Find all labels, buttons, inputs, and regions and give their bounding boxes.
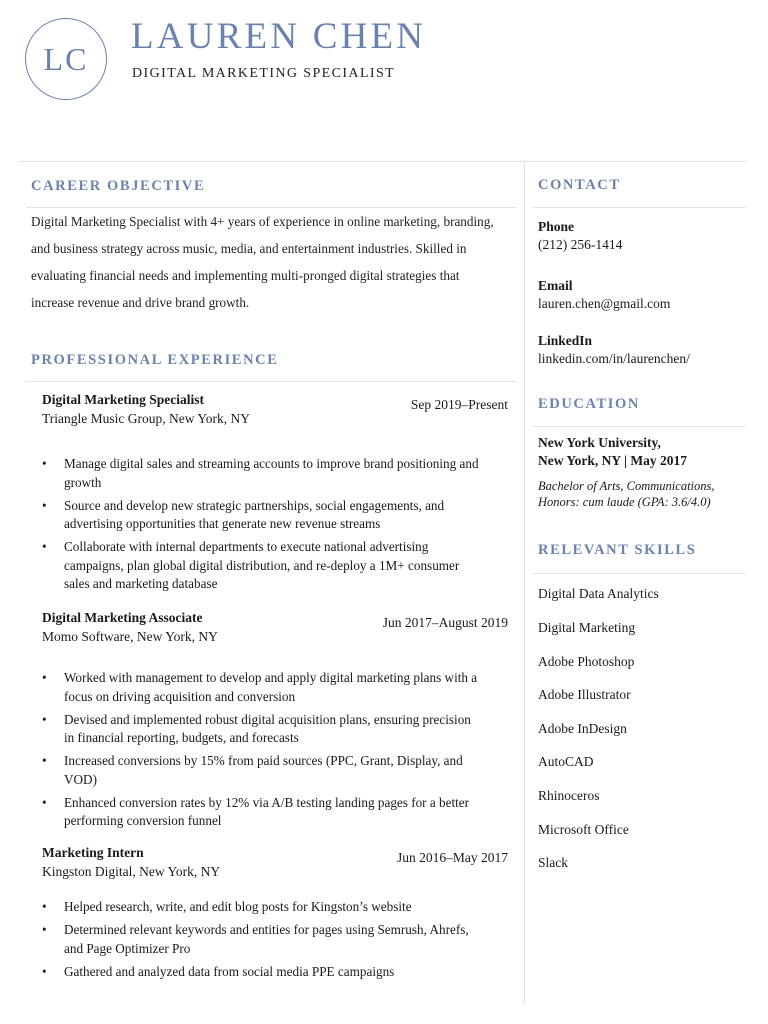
bullet-dot: •	[42, 497, 47, 513]
bullet-text: Gathered and analyzed data from social media PPE campaigns	[64, 963, 395, 979]
linkedin-value[interactable]: linkedin.com/in/laurenchen/	[538, 351, 690, 366]
bullet-text: Determined relevant keywords and entities for pages using Semrush, Ahrefs, and Page Optimizer Pro	[64, 922, 469, 956]
objective-heading: CAREER OBJECTIVE	[31, 178, 206, 194]
bullet-item	[42, 752, 484, 789]
experience-heading: PROFESSIONAL EXPERIENCE	[31, 352, 279, 368]
bullet-item	[42, 497, 484, 534]
skill-item: Microsoft Office	[538, 822, 629, 837]
bullet-dot: •	[42, 670, 47, 685]
bullet-dot: •	[42, 456, 47, 471]
phone-value: (212) 256-1414	[538, 237, 623, 252]
bullet-dot: •	[42, 539, 47, 554]
job-bullets	[42, 898, 484, 986]
bullet-dot: •	[42, 963, 47, 979]
bullet-text: Worked with management to develop and apply digital marketing plans with a focus on driving acquisition and conversion	[64, 670, 478, 704]
skill-item: Adobe InDesign	[538, 721, 627, 736]
job-title: Marketing Intern	[42, 845, 144, 860]
skill-item: Digital Data Analytics	[538, 586, 659, 601]
job-company: Kingston Digital, New York, NY	[42, 864, 221, 879]
bullet-dot: •	[42, 711, 47, 727]
candidate-name: LAUREN CHEN	[131, 16, 427, 57]
objective-text: Digital Marketing Specialist with 4+ years of experience in online marketing, branding, and business strategy across music, media, and entertainment industries. Skilled in evaluating financial needs and implementing multi-pronged digital strategies that increase revenue and drive brand growth.	[31, 214, 494, 310]
email-label: Email	[538, 278, 573, 293]
bullet-item	[42, 794, 484, 831]
experience-rule	[26, 381, 516, 382]
bullet-item	[42, 455, 484, 492]
skills-rule	[533, 573, 746, 574]
bullet-dot: •	[42, 899, 47, 914]
education-detail: Bachelor of Arts, Communications, Honors: cum laude (GPA: 3.6/4.0)	[538, 479, 715, 509]
contact-heading: CONTACT	[538, 177, 621, 193]
bullet-item	[42, 711, 484, 748]
candidate-title: DIGITAL MARKETING SPECIALIST	[132, 66, 396, 81]
bullet-item	[42, 898, 484, 917]
bullet-text: Devised and implemented robust digital acquisition plans, ensuring precision in financial reporting, budgets, and forecasts	[64, 711, 471, 745]
skills-heading: RELEVANT SKILLS	[538, 542, 697, 558]
job-company: Triangle Music Group, New York, NY	[42, 411, 251, 426]
bullet-text: Collaborate with internal departments to execute national advertising campaigns, plan global digital distribution, and re-deploy a 1M+ consumer sales and marketing database	[64, 539, 460, 591]
job-entry	[42, 844, 508, 881]
job-entry	[42, 391, 508, 428]
skill-item: Adobe Photoshop	[538, 654, 635, 669]
contact-rule	[533, 207, 746, 208]
bullet-text: Helped research, write, and edit blog posts for Kingston’s website	[64, 899, 412, 914]
bullet-item	[42, 669, 484, 706]
skill-item: Rhinoceros	[538, 788, 600, 803]
bullet-dot: •	[42, 922, 47, 937]
bullet-text: Source and develop new strategic partnerships, social engagements, and advertising opportunities that generate new revenue streams	[64, 497, 445, 531]
phone-label: Phone	[538, 219, 575, 234]
bullet-text: Enhanced conversion rates by 12% via A/B testing landing pages for a better performing conversion funnel	[64, 794, 470, 828]
column-divider	[524, 161, 525, 1004]
job-dates: Jun 2016–May 2017	[397, 850, 508, 865]
job-company: Momo Software, New York, NY	[42, 629, 218, 644]
education-school	[538, 434, 738, 470]
bullet-text: Increased conversions by 15% from paid sources (PPC, Grant, Display, and VOD)	[64, 753, 463, 787]
education-heading: EDUCATION	[538, 396, 640, 412]
linkedin-label: LinkedIn	[538, 333, 593, 348]
email-value[interactable]: lauren.chen@gmail.com	[538, 296, 671, 311]
education-rule	[533, 426, 746, 427]
bullet-item	[42, 921, 484, 958]
monogram-badge: LC	[25, 18, 107, 100]
bullet-dot: •	[42, 753, 47, 768]
skill-item: Digital Marketing	[538, 620, 636, 635]
job-entry	[42, 609, 508, 646]
header-divider	[18, 161, 746, 162]
job-bullets	[42, 455, 484, 598]
job-title: Digital Marketing Specialist	[42, 392, 204, 407]
bullet-dot: •	[42, 794, 47, 810]
school-name: New York University,	[538, 435, 661, 450]
bullet-text: Manage digital sales and streaming accounts to improve brand positioning and growth	[64, 456, 479, 490]
bullet-item	[42, 963, 484, 982]
skill-item: Adobe Illustrator	[538, 687, 631, 702]
skill-item: Slack	[538, 855, 568, 870]
school-location-date: New York, NY | May 2017	[538, 453, 687, 468]
bullet-item	[42, 538, 484, 594]
job-title: Digital Marketing Associate	[42, 610, 203, 625]
job-dates: Sep 2019–Present	[410, 397, 508, 412]
job-dates: Jun 2017–August 2019	[382, 615, 508, 630]
skill-item: AutoCAD	[538, 754, 594, 769]
job-bullets	[42, 669, 484, 835]
